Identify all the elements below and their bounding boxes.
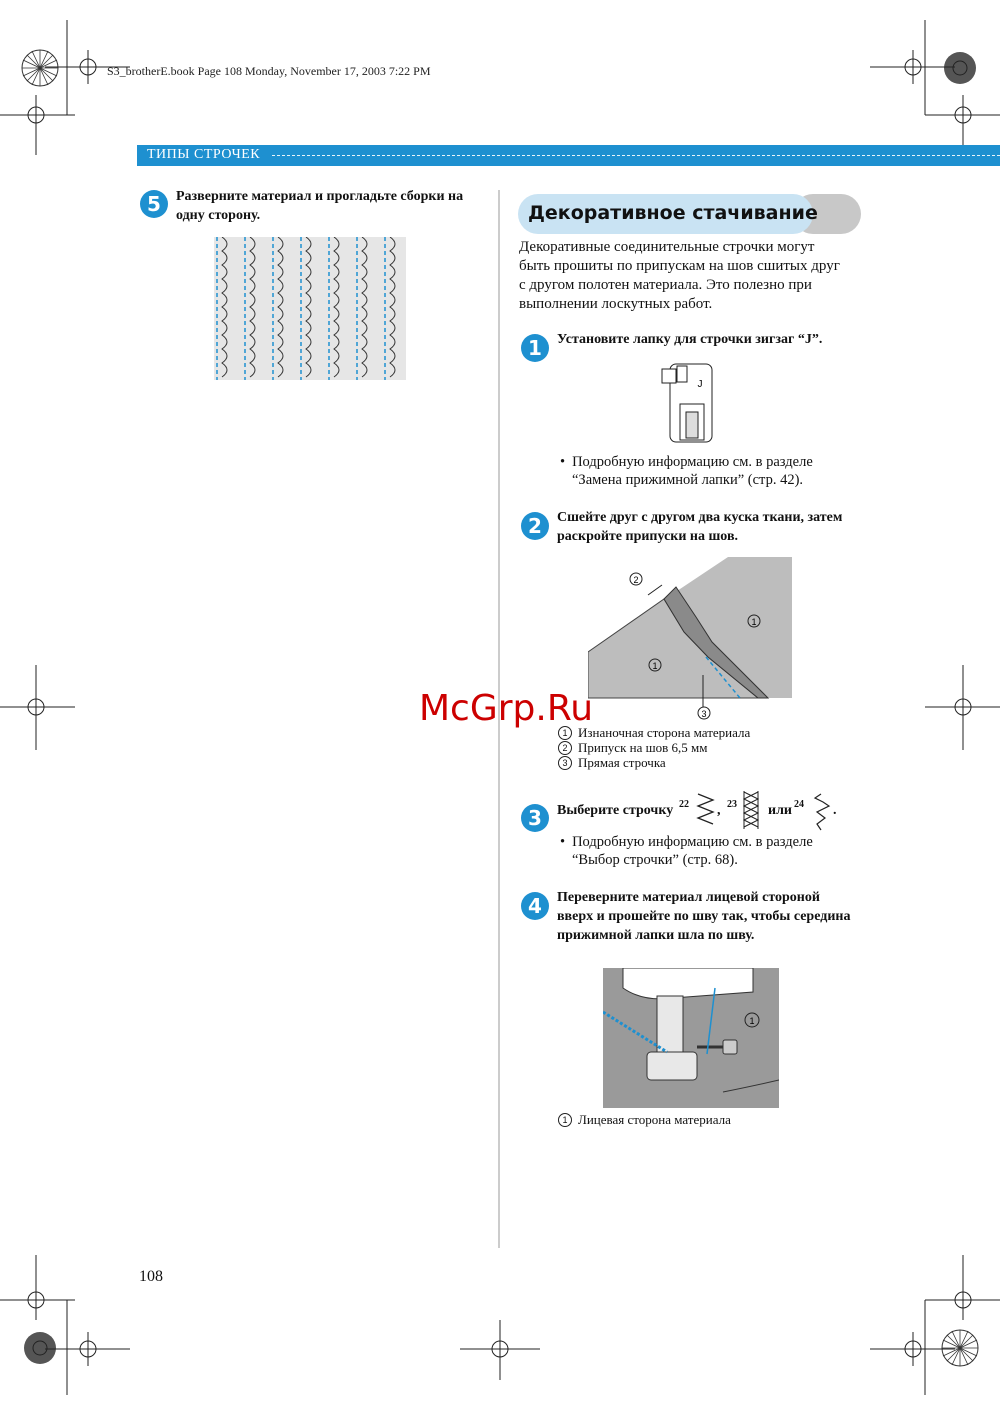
stitch-end: . <box>833 803 837 818</box>
stitch-number-22: 22 <box>679 799 689 810</box>
step-5-text-line1: Разверните материал и прогладьте сборки на <box>176 189 464 204</box>
caption-item <box>558 755 878 770</box>
stitch-or: или <box>768 803 792 818</box>
stitch-number-24: 24 <box>794 799 804 810</box>
step-1-badge: 1 <box>521 334 549 362</box>
intro-line: выполнении лоскутных работ. <box>519 296 713 312</box>
caption-number: 2 <box>558 741 572 755</box>
registration-mark-icon <box>940 1328 980 1368</box>
step-3-note <box>560 833 880 851</box>
registration-mark-icon <box>940 48 980 88</box>
step-3-prefix: Выберите строчку <box>557 803 674 818</box>
step-1-text: Установите лапку для строчки зигзаг “J”. <box>557 332 823 347</box>
step-2-text-line2: раскройте припуски на шов. <box>557 529 739 544</box>
presser-foot-j-illustration <box>660 362 720 444</box>
foot-letter: J <box>697 379 703 390</box>
intro-line: с другом полотен материала. Это полезно при <box>519 277 812 293</box>
caption-number: 1 <box>558 1113 572 1127</box>
step-3-text <box>557 790 897 832</box>
step-3-badge: 3 <box>521 804 549 832</box>
stitch-separator: , <box>717 803 721 818</box>
caption-text: Лицевая сторона материала <box>578 1112 731 1127</box>
step-4-caption <box>558 1112 878 1127</box>
sewing-machine-illustration <box>603 968 779 1108</box>
caption-number: 1 <box>558 726 572 740</box>
stitch-24-icon <box>811 792 833 834</box>
caption-item <box>558 740 878 755</box>
callout-step4: 1 <box>749 1016 755 1026</box>
page-number: 108 <box>139 1268 163 1285</box>
section-divider-dashes <box>272 155 1000 156</box>
callout-1a: 1 <box>751 617 757 627</box>
step-2-badge: 2 <box>521 512 549 540</box>
registration-mark-icon <box>20 48 60 88</box>
section-title: ТИПЫ СТРОЧЕК <box>147 147 261 162</box>
section-heading-text: Декоративное стачивание <box>528 202 818 224</box>
step-3-note-line1: Подробную информацию см. в разделе <box>572 834 813 850</box>
step-4-text-line3: прижимной лапки шла по шву. <box>557 928 755 943</box>
step-5-text-line2: одну сторону. <box>176 208 261 223</box>
gathered-fabric-illustration <box>214 237 406 380</box>
step-4-text-line1: Переверните материал лицевой стороной <box>557 890 820 905</box>
step-1-note-line1: Подробную информацию см. в разделе <box>572 454 813 470</box>
step-4-badge: 4 <box>521 892 549 920</box>
intro-line: быть прошиты по припускам на шов сшитых друг <box>519 258 840 274</box>
book-header-info: S3_brotherE.book Page 108 Monday, November 17, 2003 7:22 PM <box>107 64 431 78</box>
callout-3: 3 <box>701 709 707 719</box>
stitch-number-23: 23 <box>727 799 737 810</box>
bullet-symbol: • <box>560 454 566 470</box>
step-2-text-line1: Сшейте друг с другом два куска ткани, затем <box>557 510 843 525</box>
caption-text: Припуск на шов 6,5 мм <box>578 740 708 755</box>
step-5-badge: 5 <box>140 190 168 218</box>
stitch-23-icon <box>741 790 761 830</box>
step-1-note <box>560 453 880 471</box>
watermark: McGrp.Ru <box>418 688 594 729</box>
intro-line: Декоративные соединительные строчки могут <box>519 239 815 255</box>
section-heading <box>518 194 818 234</box>
bullet-symbol: • <box>560 834 566 850</box>
registration-mark-icon <box>20 1328 60 1368</box>
callout-1b: 1 <box>652 661 658 671</box>
step-4-text-line2: вверх и прошейте по шву так, чтобы середина <box>557 909 851 924</box>
step-3-note-line2: “Выбор строчки” (стр. 68). <box>572 852 738 868</box>
caption-text: Изнаночная сторона материала <box>578 725 751 740</box>
stitch-22-icon <box>695 792 717 830</box>
intro-paragraph <box>519 238 869 314</box>
step-2-captions <box>558 725 878 770</box>
caption-text: Прямая строчка <box>578 755 666 770</box>
step-1-note-line2: “Замена прижимной лапки” (стр. 42). <box>572 472 804 488</box>
caption-number: 3 <box>558 756 572 770</box>
callout-2: 2 <box>633 575 639 585</box>
section-bar <box>137 145 1000 166</box>
